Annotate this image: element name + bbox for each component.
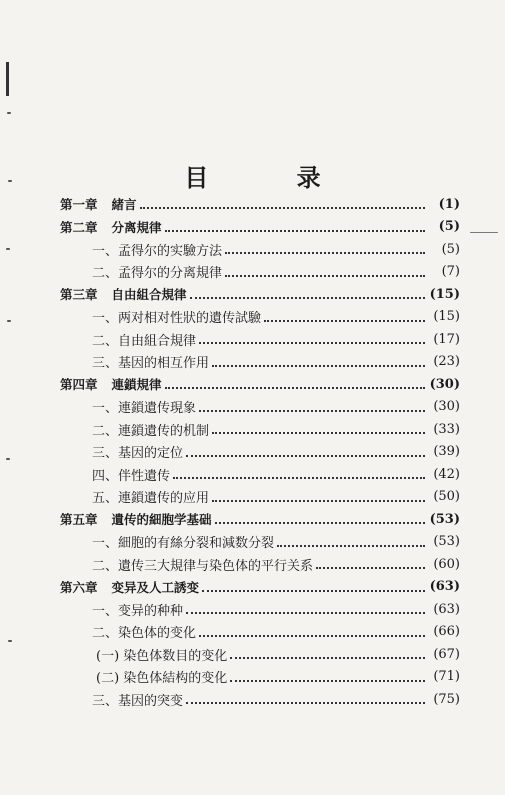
toc-section-row[interactable] xyxy=(60,463,460,486)
toc-entry-label xyxy=(60,555,313,574)
toc-page-number: (53) xyxy=(433,534,460,550)
toc-entry-label xyxy=(60,218,162,236)
toc-entry-label xyxy=(60,330,196,349)
dot-leader xyxy=(199,633,425,637)
toc-entry-label xyxy=(60,397,196,416)
toc-entry-label xyxy=(60,667,227,686)
margin-speck xyxy=(7,112,11,114)
margin-speck xyxy=(6,458,10,460)
toc-entry-label xyxy=(60,285,187,303)
toc-section-row[interactable] xyxy=(60,486,460,509)
toc-section-row[interactable] xyxy=(60,306,460,329)
dot-leader xyxy=(230,655,425,659)
toc-section-row[interactable] xyxy=(60,688,460,711)
margin-speck xyxy=(470,232,498,233)
toc-entry-label xyxy=(60,510,212,528)
dot-leader xyxy=(173,475,425,479)
toc-section-row[interactable] xyxy=(60,598,460,621)
dot-leader xyxy=(225,273,425,277)
toc-entry-title: 一、两对相对性狀的遺传試驗 xyxy=(92,311,262,327)
toc-page-number: (67) xyxy=(433,646,460,662)
toc-entry-title: 一、变异的种种 xyxy=(92,603,184,619)
toc-entry-title: (一) 染色体数目的变化 xyxy=(96,648,228,664)
chapter-number: 第二章 xyxy=(60,219,98,235)
toc-page-number: (15) xyxy=(433,309,460,325)
toc-entry-title: 变异及人工誘变 xyxy=(111,579,200,595)
toc-page-number: (30) xyxy=(433,399,460,415)
dot-leader xyxy=(199,408,425,412)
dot-leader xyxy=(165,385,425,389)
toc-entry-title: 遺传的細胞学基础 xyxy=(111,512,212,528)
toc-page-number: (50) xyxy=(433,489,460,505)
toc-entry-title: (二) 染色体結构的变化 xyxy=(96,671,228,687)
dot-leader xyxy=(190,295,425,299)
dot-leader xyxy=(212,430,425,434)
toc-page-number: (33) xyxy=(433,421,460,437)
toc-page-number: (71) xyxy=(433,669,460,685)
toc-entry-label xyxy=(60,578,199,596)
dot-leader xyxy=(202,588,425,592)
toc-entry-title: 連鎖規律 xyxy=(111,377,162,393)
toc-page-number: (17) xyxy=(433,331,460,347)
dot-leader xyxy=(316,565,425,569)
toc-section-row[interactable] xyxy=(60,666,460,689)
toc-page-number: (30) xyxy=(429,376,460,392)
dot-leader xyxy=(186,610,425,614)
dot-leader xyxy=(215,520,425,524)
toc-entry-title: 一、細胞的有絲分裂和減数分裂 xyxy=(92,536,275,552)
toc-page-number: (60) xyxy=(433,556,460,572)
toc-page-number: (7) xyxy=(441,264,460,280)
toc-entry-title: 分离規律 xyxy=(111,219,162,235)
toc-entry-label xyxy=(60,487,209,506)
dot-leader xyxy=(225,250,425,254)
toc-page-number: (5) xyxy=(441,241,460,257)
toc-entry-label xyxy=(60,442,183,461)
toc-entry-label xyxy=(60,600,183,619)
table-of-contents xyxy=(60,193,460,711)
toc-page-number: (42) xyxy=(433,466,460,482)
toc-chapter-row[interactable] xyxy=(60,576,460,599)
toc-section-row[interactable] xyxy=(60,261,460,284)
margin-speck xyxy=(6,248,10,250)
chapter-number: 第一章 xyxy=(60,197,98,213)
toc-entry-label xyxy=(60,420,209,439)
dot-leader xyxy=(212,498,425,502)
toc-entry-label xyxy=(60,240,222,259)
toc-section-row[interactable] xyxy=(60,418,460,441)
toc-page-number: (23) xyxy=(433,354,460,370)
toc-entry-title: 緒言 xyxy=(111,197,137,213)
toc-entry-title: 自由組合規律 xyxy=(111,287,187,303)
toc-entry-label xyxy=(60,690,183,709)
toc-page-number: (63) xyxy=(429,579,460,595)
toc-entry-title: 二、孟得尔的分离規律 xyxy=(92,266,223,282)
toc-page-number: (15) xyxy=(429,286,460,302)
dot-leader xyxy=(264,318,425,322)
dot-leader xyxy=(277,543,425,547)
page-title: 目 录 xyxy=(184,163,361,193)
toc-entry-title: 四、伴性遺传 xyxy=(92,468,171,484)
toc-section-row[interactable] xyxy=(60,396,460,419)
toc-entry-label xyxy=(60,622,196,641)
dot-leader xyxy=(186,453,425,457)
toc-chapter-row[interactable] xyxy=(60,216,460,239)
toc-entry-title: 三、基因的定位 xyxy=(92,446,184,462)
chapter-number: 第三章 xyxy=(60,287,98,303)
toc-page-number: (75) xyxy=(433,691,460,707)
toc-entry-title: 一、連鎖遺传現象 xyxy=(92,401,197,417)
toc-section-row[interactable] xyxy=(60,441,460,464)
toc-page-number: (39) xyxy=(433,444,460,460)
toc-entry-label xyxy=(60,307,261,326)
toc-section-row[interactable] xyxy=(60,328,460,351)
toc-entry-label xyxy=(60,532,274,551)
dot-leader xyxy=(165,228,425,232)
toc-section-row[interactable] xyxy=(60,553,460,576)
toc-chapter-row[interactable] xyxy=(60,508,460,531)
toc-chapter-row[interactable] xyxy=(60,193,460,216)
toc-page-number: (1) xyxy=(438,196,460,212)
toc-entry-title: 二、連鎖遺传的机制 xyxy=(92,423,210,439)
toc-page-number: (66) xyxy=(433,624,460,640)
chapter-number: 第五章 xyxy=(60,512,98,528)
toc-entry-title: 二、染色体的变化 xyxy=(92,626,197,642)
toc-entry-title: 二、自由組合規律 xyxy=(92,333,197,349)
chapter-number: 第四章 xyxy=(60,377,98,393)
toc-entry-label xyxy=(60,195,137,213)
toc-entry-title: 三、基因的突变 xyxy=(92,693,184,709)
toc-page-number: (5) xyxy=(438,219,460,235)
toc-entry-title: 二、遺传三大規律与染色体的平行关系 xyxy=(92,558,314,574)
toc-section-row[interactable] xyxy=(60,531,460,554)
toc-chapter-row[interactable] xyxy=(60,283,460,306)
chapter-number: 第六章 xyxy=(60,579,98,595)
page-edge-mark xyxy=(6,62,9,96)
toc-page-number: (63) xyxy=(433,601,460,617)
toc-page-number: (53) xyxy=(429,511,460,527)
dot-leader xyxy=(230,678,425,682)
toc-entry-title: 五、連鎖遺传的应用 xyxy=(92,491,210,507)
margin-speck xyxy=(7,320,11,322)
toc-section-row[interactable] xyxy=(60,621,460,644)
toc-entry-label xyxy=(60,262,222,281)
dot-leader xyxy=(212,363,425,367)
dot-leader xyxy=(140,205,425,209)
dot-leader xyxy=(199,340,425,344)
toc-section-row[interactable] xyxy=(60,238,460,261)
dot-leader xyxy=(186,700,425,704)
toc-entry-label xyxy=(60,375,162,393)
toc-entry-title: 三、基因的相互作用 xyxy=(92,356,210,372)
toc-chapter-row[interactable] xyxy=(60,373,460,396)
toc-entry-label xyxy=(60,465,170,484)
toc-entry-label xyxy=(60,352,209,371)
toc-section-row[interactable] xyxy=(60,351,460,374)
toc-entry-title: 一、孟得尔的实驗方法 xyxy=(92,243,223,259)
toc-section-row[interactable] xyxy=(60,643,460,666)
toc-entry-label xyxy=(60,645,227,664)
margin-speck xyxy=(8,640,12,642)
